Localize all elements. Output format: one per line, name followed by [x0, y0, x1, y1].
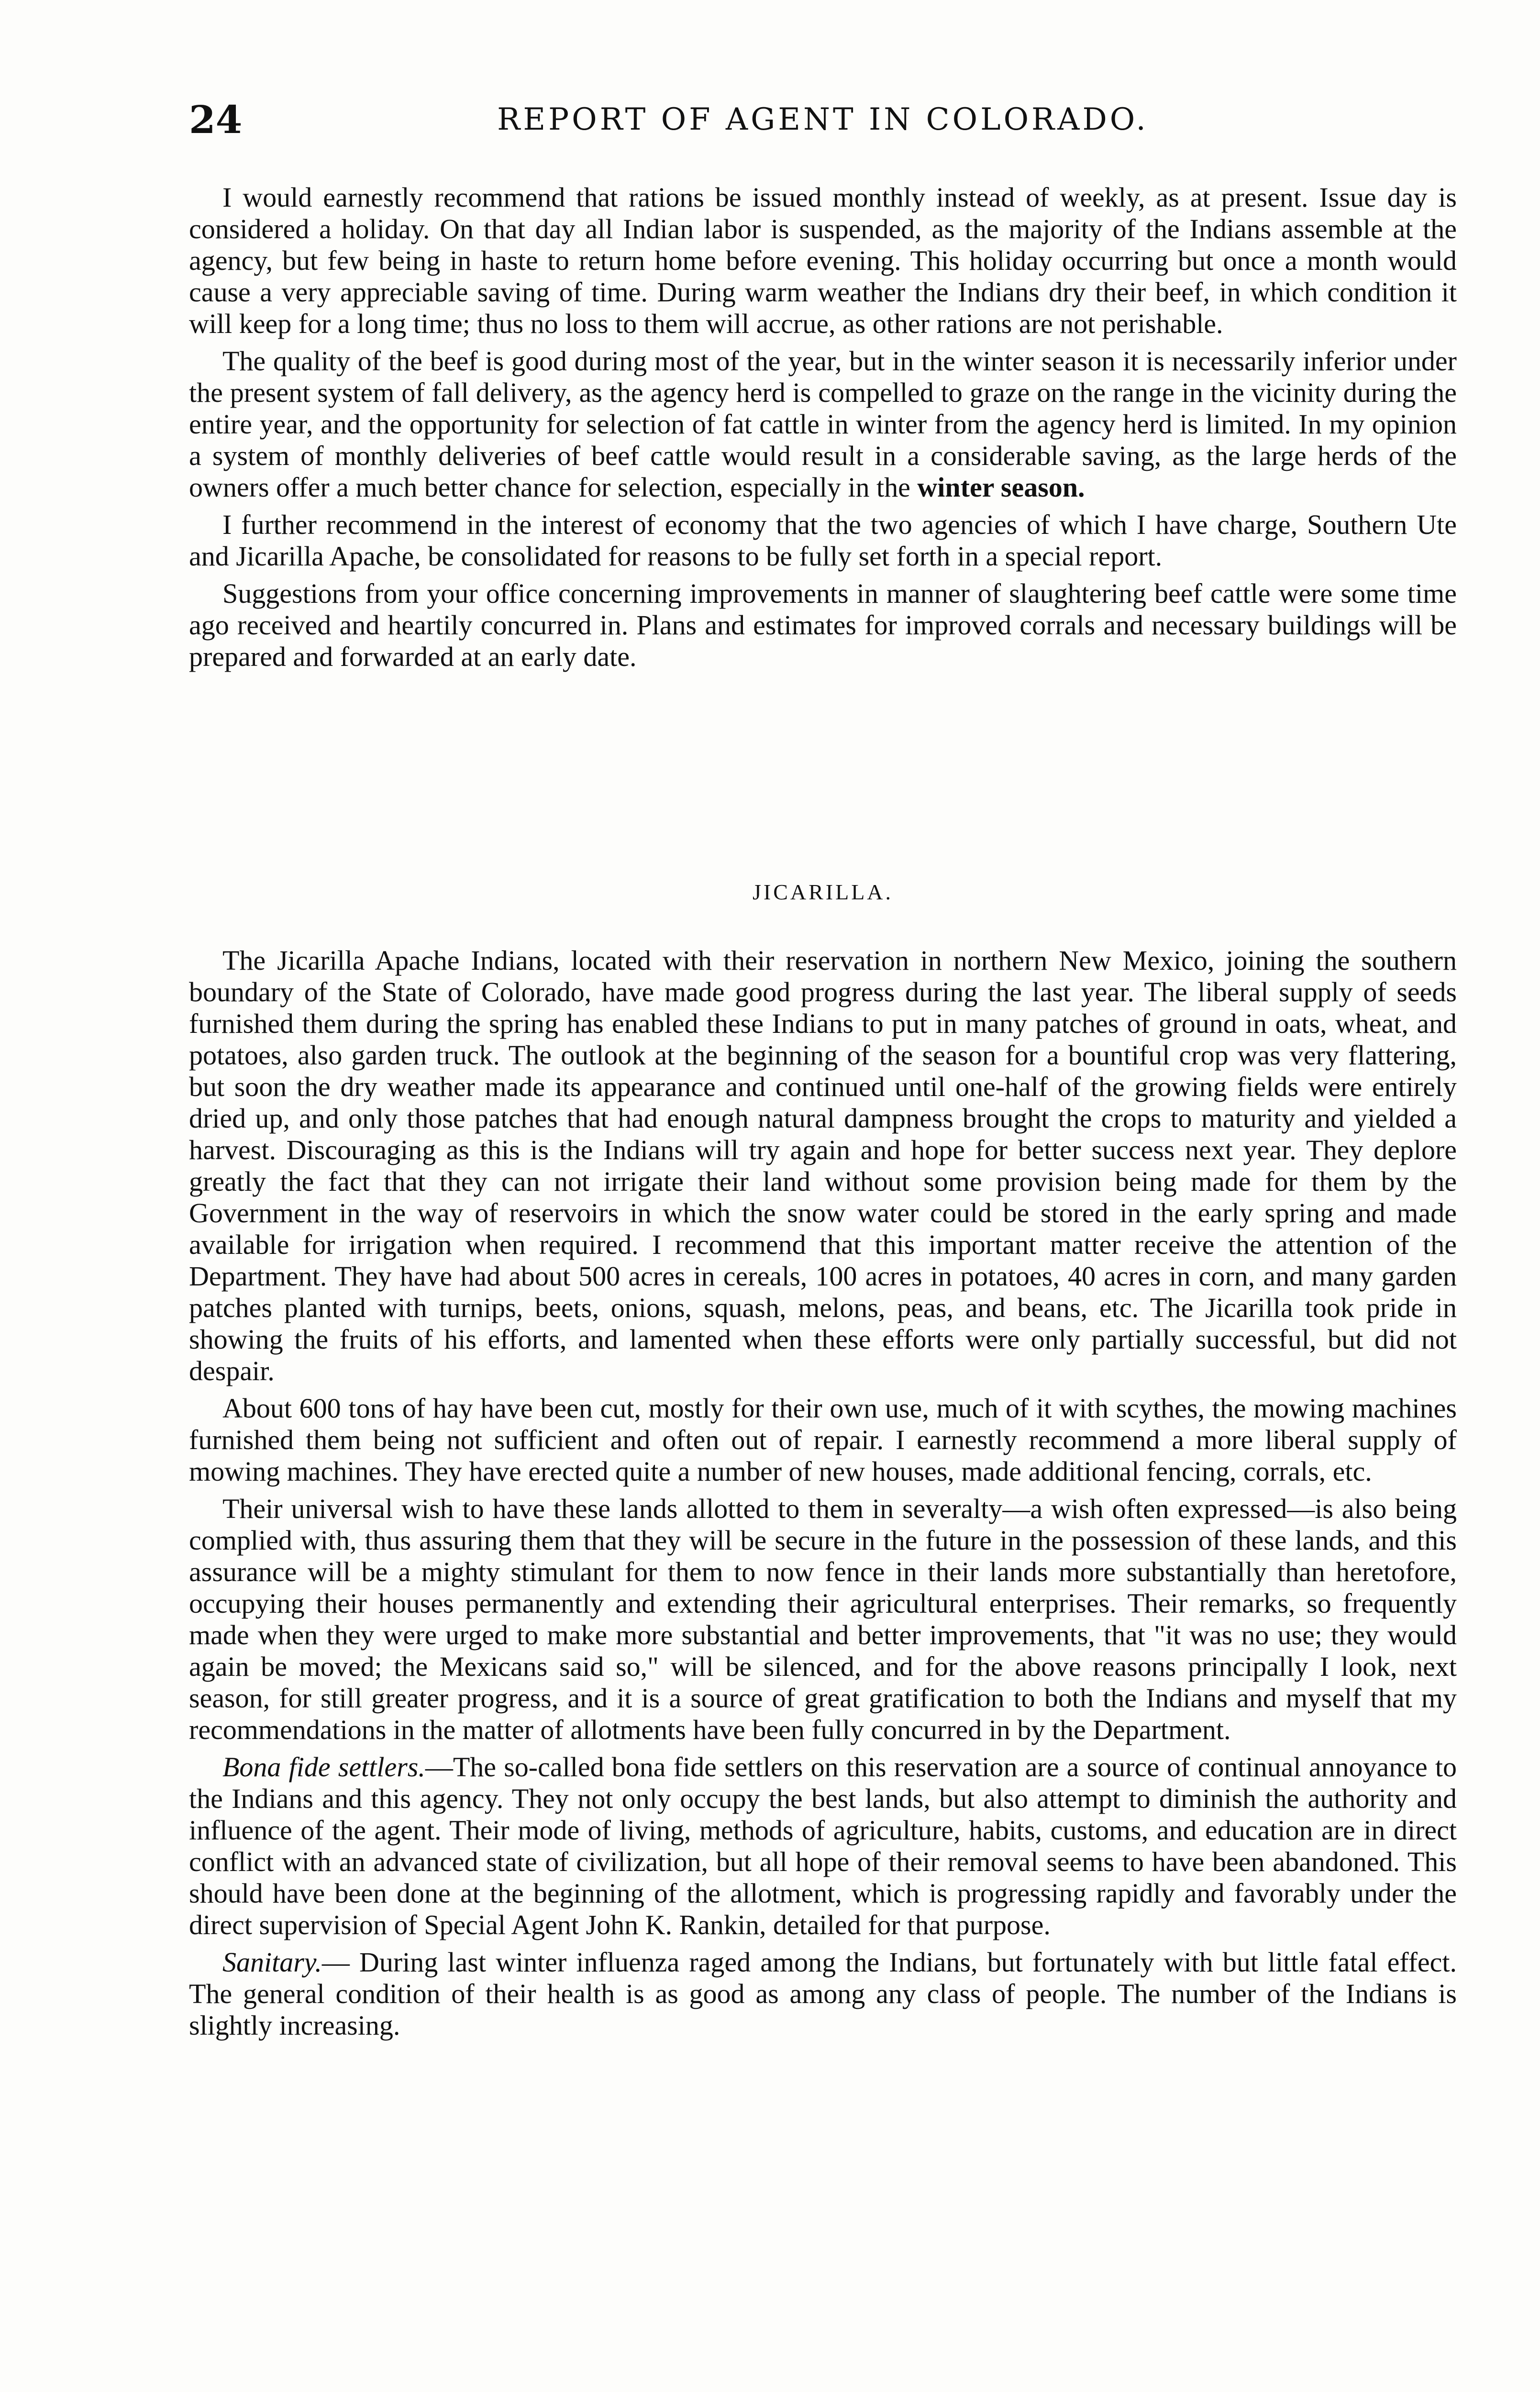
sanitary-text: — During last winter influenza raged among the Indians, but fortunately with but little fatal effect. The general condition of their health is as good as among any class of people. The number of the Indians is slightly increasing. — [189, 1947, 1457, 2041]
section-heading-jicarilla: JICARILLA. — [752, 880, 894, 904]
page-header — [189, 91, 1457, 148]
paragraph-jicarilla-progress: The Jicarilla Apache Indians, located with their reservation in northern New Mexico, joining the southern boundary of the State of Colorado, have made good progress during the last year. The liberal supply of seeds furnished them during the spring has enabled these Indians to put in many patches of ground in oats, wheat, and potatoes, also garden truck. The outlook at the beginning of the season for a bountiful crop was very flattering, but soon the dry weather made its appearance and continued until one-half of the growing fields were entirely dried up, and only those patches that had enough natural dampness brought the crops to maturity and yielded a harvest. Discouraging as this is the Indians will try again and hope for better success next year. They deplore greatly the fact that they can not irrigate their land without some provision being made for them by the Government in the way of reservoirs in which the snow water could be stored in the early spring and made available for irrigation when required. I recommend that this important matter receive the attention of the Department. They have had about 500 acres in cereals, 100 acres in potatoes, 40 acres in corn, and many garden patches planted with turnips, beets, onions, squash, melons, peas, and beans, etc. The Jicarilla took pride in showing the fruits of his efforts, and lamented when these efforts were only partially successful, but did not despair. — [189, 945, 1457, 1386]
paragraph-bona-fide-settlers — [189, 1751, 1457, 1941]
southern-ute-section — [189, 182, 1457, 678]
paragraph-beef-quality — [189, 345, 1457, 503]
paragraph-beef-quality-tail: winter season. — [917, 472, 1085, 503]
page-number: 24 — [189, 97, 243, 142]
paragraph-allotment: Their universal wish to have these lands allotted to them in severalty—a wish often expressed—is also being complied with, thus assuring them that they will be secure in the future in the possession of these lands, and this assurance will be a mighty stimulant for them to now fence in their lands more substantially than heretofore, occupying their houses permanently and extending their agricultural enterprises. Their remarks, so frequently made when they were urged to make more substantial and better improvements, that "it was no use; they would again be moved; the Mexicans said so," will be silenced, and for the above reasons principally I look, next season, for still greater progress, and it is a source of great gratification to both the Indians and myself that my recommendations in the matter of allotments have been fully concurred in by the Department. — [189, 1493, 1457, 1745]
paragraph-consolidation: I further recommend in the interest of economy that the two agencies of which I have charge, Southern Ute and Jicarilla Apache, be consolidated for reasons to be fully set forth in a special report. — [189, 509, 1457, 572]
paragraph-sanitary — [189, 1947, 1457, 2041]
jicarilla-section — [189, 945, 1457, 2047]
bona-fide-text: —The so-called bona fide settlers on this reservation are a source of continual annoyance to the Indians and this agency. They not only occupy the best lands, but also attempt to diminish the authority and influence of the agent. Their mode of living, methods of agriculture, habits, customs, and education are in direct conflict with an advanced state of civilization, but all hope of their removal seems to have been abandoned. This should have been done at the beginning of the allotment, which is progressing rapidly and favorably under the direct supervision of Special Agent John K. Rankin, detailed for that purpose. — [189, 1751, 1457, 1940]
sanitary-label: Sanitary. — [222, 1947, 322, 1978]
bona-fide-label: Bona fide settlers. — [222, 1751, 425, 1783]
running-title: REPORT OF AGENT IN COLORADO. — [497, 102, 1149, 137]
paragraph-slaughtering: Suggestions from your office concerning improvements in manner of slaughtering beef cattle were some time ago received and heartily concurred in. Plans and estimates for improved corrals and necessary buildings will be prepared and forwarded at an early date. — [189, 578, 1457, 672]
paragraph-rations: I would earnestly recommend that rations be issued monthly instead of weekly, as at present. Issue day is considered a holiday. On that day all Indian labor is suspended, as the majority of the Indians assemble at the agency, but few being in haste to return home before evening. This holiday occurring but once a month would cause a very appreciable saving of time. During warm weather the Indians dry their beef, in which condition it will keep for a long time; thus no loss to them will accrue, as other rations are not perishable. — [189, 182, 1457, 339]
paragraph-hay: About 600 tons of hay have been cut, mostly for their own use, much of it with scythes, the mowing machines furnished them being not sufficient and often out of repair. I earnestly recommend a more liberal supply of mowing machines. They have erected quite a number of new houses, made additional fencing, corrals, etc. — [189, 1393, 1457, 1487]
paragraph-beef-quality-text: The quality of the beef is good during most of the year, but in the winter season it is necessarily inferior under the present system of fall delivery, as the agency herd is compelled to graze on the range in the vicinity during the entire year, and the opportunity for selection of fat cattle in winter from the agency herd is limited. In my opinion a system of monthly deliveries of beef cattle would result in a considerable saving, as the large herds of the owners offer a much better chance for selection, especially in the — [189, 345, 1457, 503]
